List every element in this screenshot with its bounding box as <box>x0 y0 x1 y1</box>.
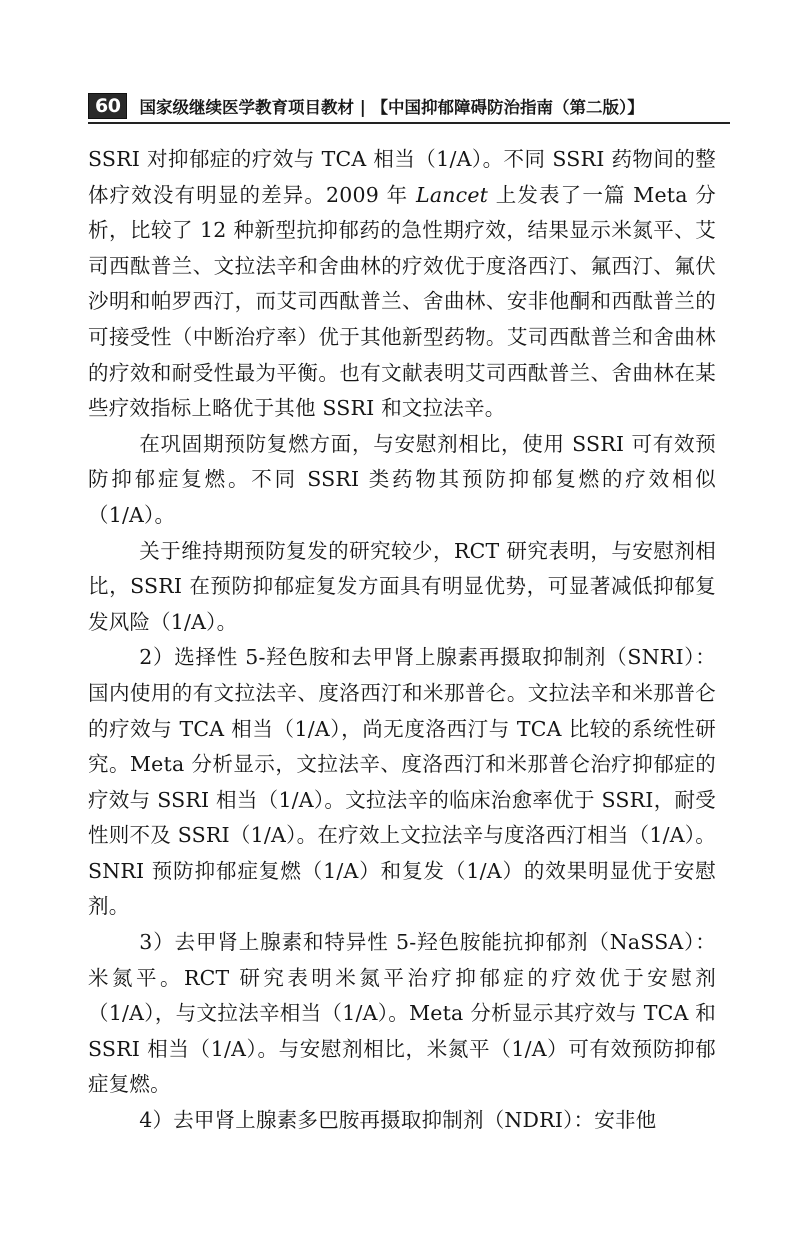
paragraph-ssri-efficacy <box>88 142 716 427</box>
paragraph-maintenance-phase: 关于维持期预防复发的研究较少，RCT 研究表明，与安慰剂相比，SSRI 在预防抑郁症复发方面具有明显优势，可显著减低抑郁复发风险（1/A）。 <box>88 538 716 634</box>
list-item-nassa: 3）去甲肾上腺素和特异性 5-羟色胺能抗抑郁剂（NaSSA）：米氮平。RCT 研究表明米氮平治疗抑郁症的疗效优于安慰剂（1/A），与文拉法辛相当（1/A）。Meta 分析显示其疗效与 TCA 和 SSRI 相当（1/A）。与安慰剂相比，米氮平（1/A）可有效预防抑郁症复燃。 <box>88 930 716 1097</box>
running-head-title: 国家级继续医学教育项目教材 | 【中国抑郁障碍防治指南（第二版）】 <box>139 98 644 117</box>
paragraph-text: 上发表了一篇 Meta 分析，比较了 12 种新型抗抑郁药的急性期疗效，结果显示米氮平、艾司西酞普兰、文拉法辛和舍曲林的疗效优于度洛西汀、氟西汀、氟伏沙明和帕罗西汀，而艾司西酞普兰、舍曲林、安非他酮和西酞普兰的可接受性（中断治疗率）优于其他新型药物。艾司西酞普兰和舍曲林的疗效和耐受性最为平衡。也有文献表明艾司西酞普兰、舍曲林在某些疗效指标上略优于其他 SSRI 和文拉法辛。 <box>88 182 716 421</box>
page-number-badge: 60 <box>88 93 127 119</box>
list-item-snri: 2）选择性 5-羟色胺和去甲肾上腺素再摄取抑制剂（SNRI）：国内使用的有文拉法辛、度洛西汀和米那普仑。文拉法辛和米那普仑的疗效与 TCA 相当（1/A），尚无度洛西汀与 TCA 比较的系统性研究。Meta 分析显示，文拉法辛、度洛西汀和米那普仑治疗抑郁症的疗效与 SSRI 相当（1/A）。文拉法辛的临床治愈率优于 SSRI，耐受性则不及 SSRI（1/A）。在疗效上文拉法辛与度洛西汀相当（1/A）。SNRI 预防抑郁症复燃（1/A）和复发（1/A）的效果明显优于安慰剂。 <box>88 645 716 919</box>
paragraph-consolidation-phase: 在巩固期预防复燃方面，与安慰剂相比，使用 SSRI 可有效预防抑郁症复燃。不同 SSRI 类药物其预防抑郁复燃的疗效相似（1/A）。 <box>88 431 716 527</box>
list-item-ndri: 4）去甲肾上腺素多巴胺再摄取抑制剂（NDRI）：安非他 <box>139 1108 657 1133</box>
page-body <box>88 142 716 1139</box>
journal-name-lancet: Lancet <box>416 182 489 207</box>
running-header <box>88 88 730 124</box>
paragraph-text: SSRI 对抑郁症的疗效与 TCA 相当（1/A）。不同 SSRI 药物间的整体疗效没有明显的差异。2009 年 <box>88 147 716 207</box>
